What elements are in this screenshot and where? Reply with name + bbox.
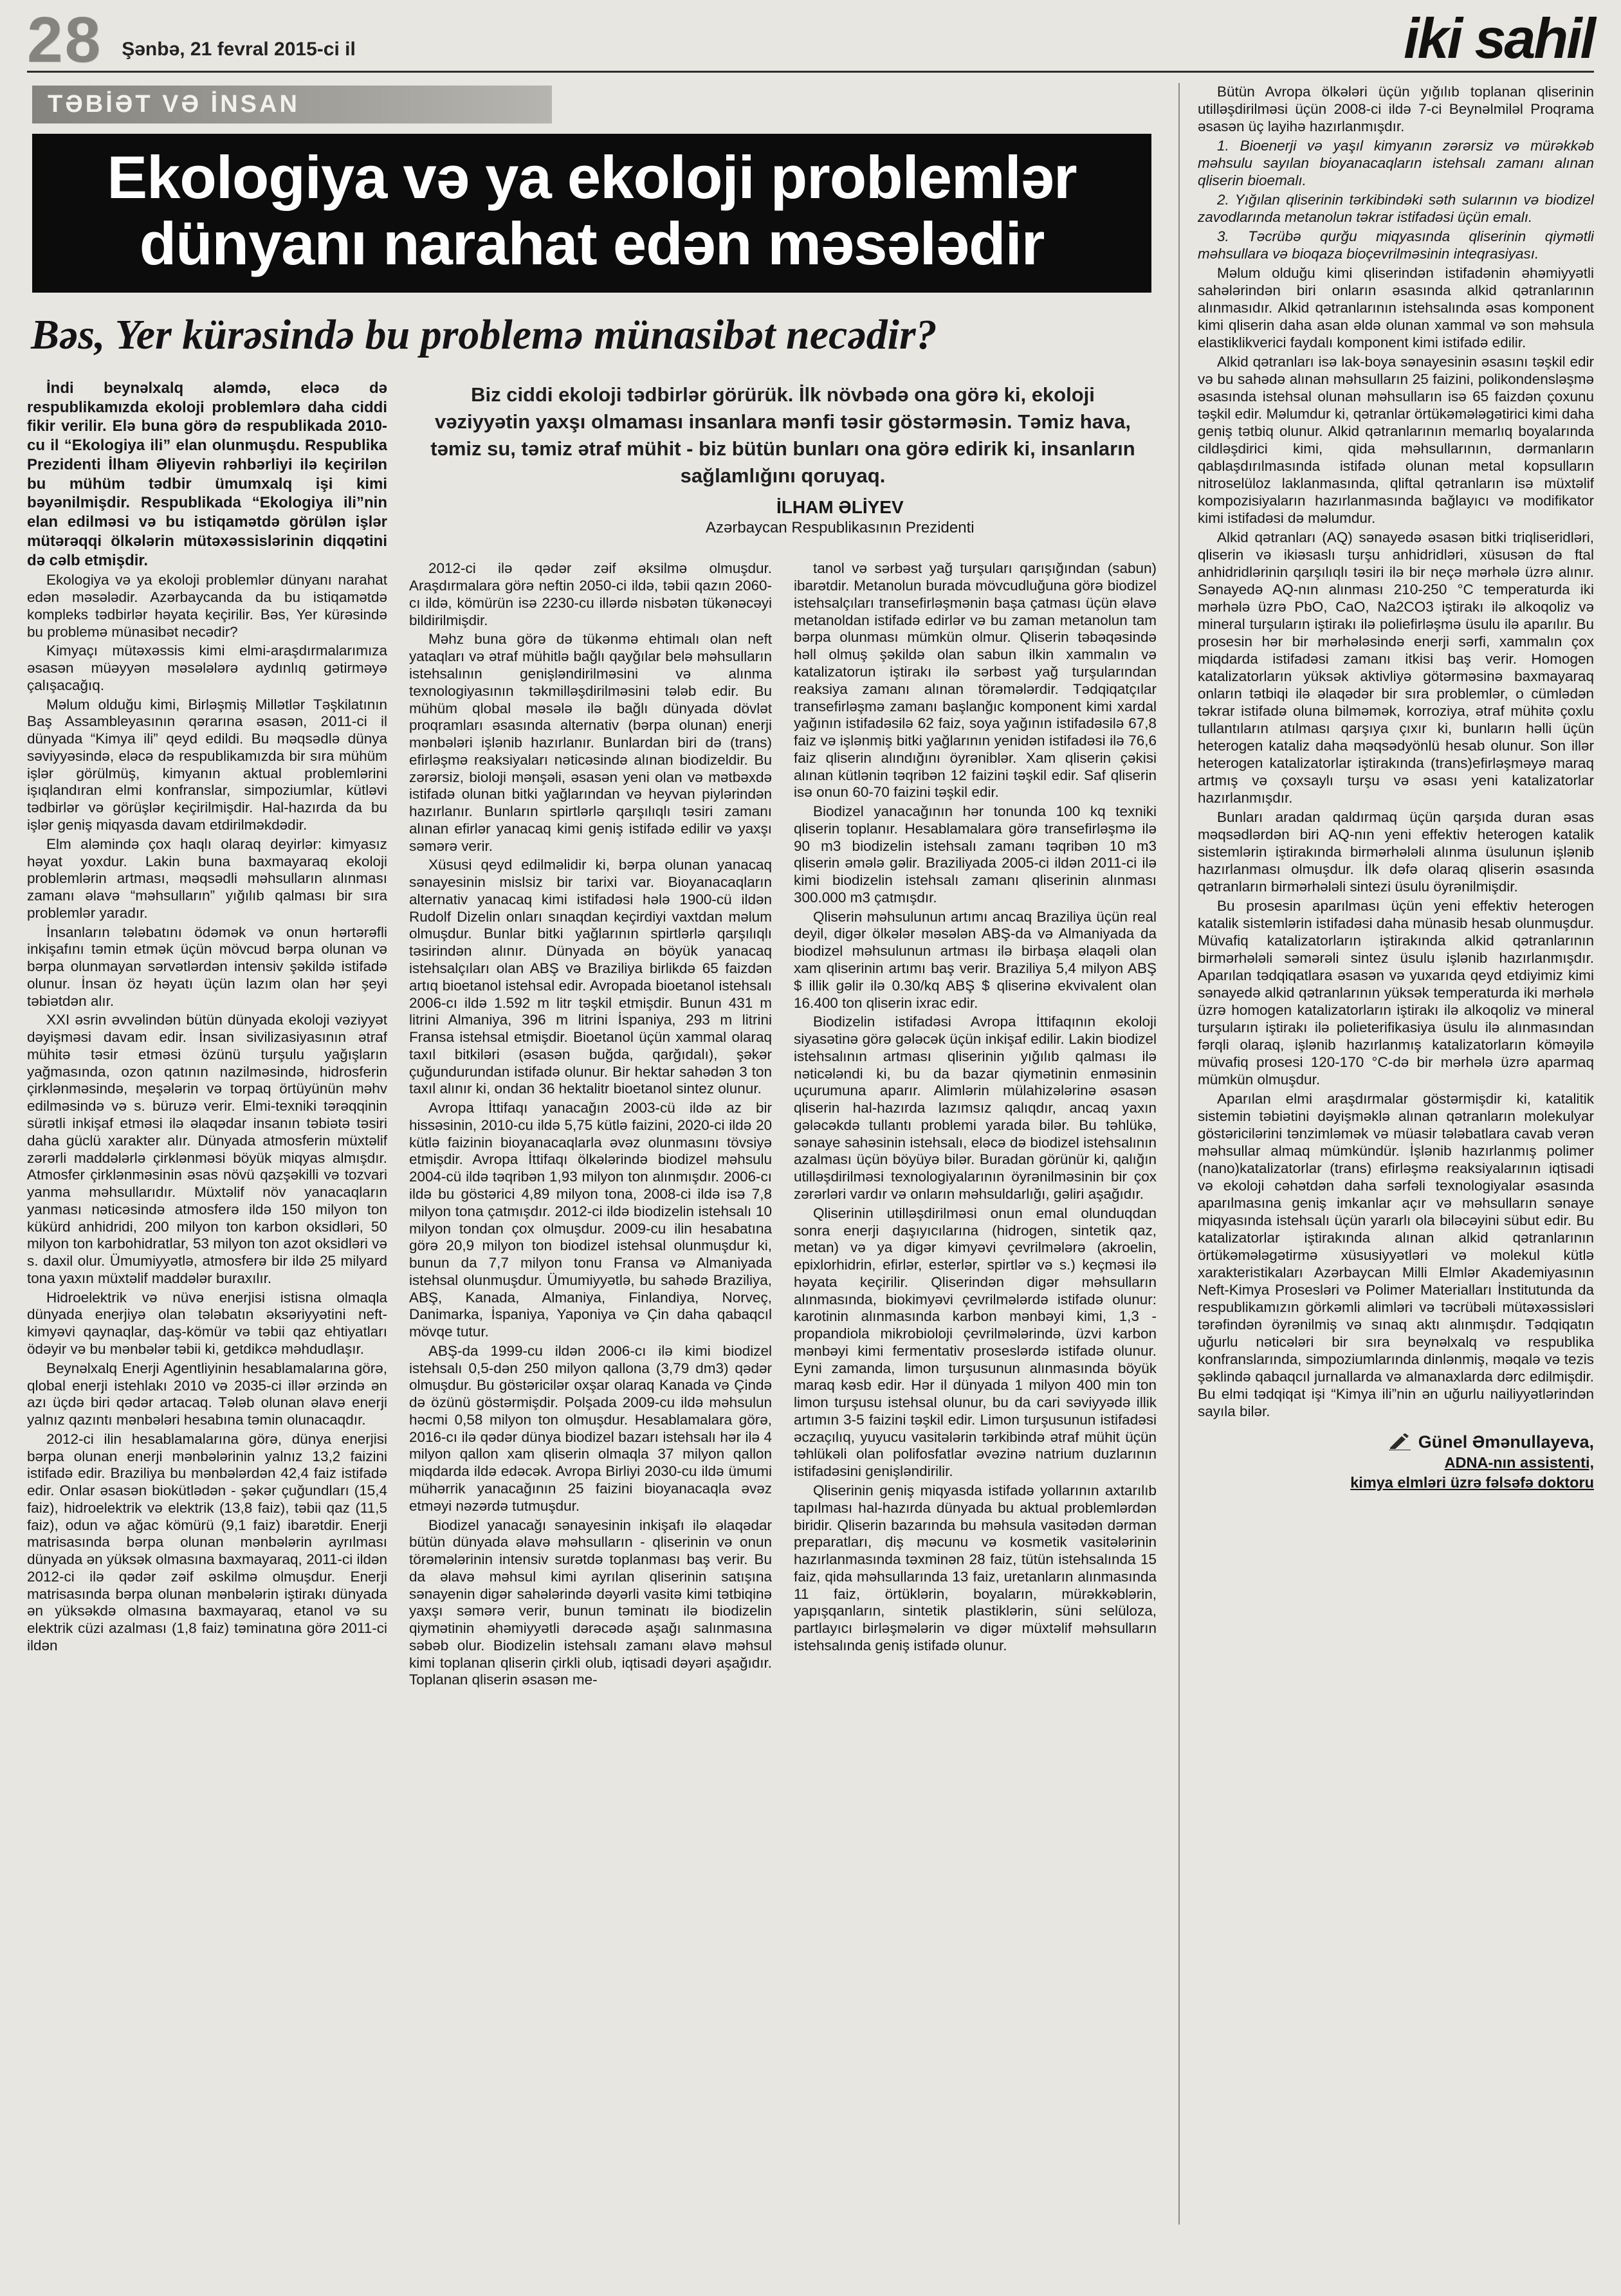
paragraph: 3. Təcrübə qurğu miqyasında qliserinin qiymətli məhsullara və bioqaza bioçevrilməsinin inteqrasiyası. [1198,228,1594,262]
page-date: Şənbə, 21 fevral 2015-ci il [122,39,356,60]
lead-paragraph: İndi beynəlxalq aləmdə, eləcə də respublikamızda ekoloji problemlərə daha ciddi fikir verilir. Elə buna görə də respublikada 2010-cu il “Ekologiya ili” elan olunmuşdu. Respublika Prezidenti İlham Əliyevin rəhbərliyi ilə keçirilən bu mühüm tədbir ümumxalq işi kimi bəyənilmişdir. Respublikada “Ekologiya ili”nin elan edilməsi və bu istiqamətdə görülən işlər mütərəqqi ölkələrin mütəxəssislərinin diqqətini də cəlb etmişdir. [27,379,387,569]
column-1-body [27,572,387,1654]
paragraph: Avropa İttifaqı yanacağın 2003-cü ildə az bir hissəsinin, 2010-cu ildə 5,75 kütlə faizini, 2020-ci ildə 20 kütlə faizinin bioyanacaqlarla əvəz olunmasını tövsiyə etmişdir. Avropa İttifaqı ölkələrində biodizel məhsulu 2004-cü ildə təqribən 1,93 milyon ton alınmışdır. 2006-cı ildə bu göstərici 4,89 milyon tona, 2008-ci ildə isə 7,8 milyon tona çatmışdır. 2012-ci ildə biodizelin istehsalı 10 milyon tondan çox olmuşdur. 2009-cu ilin hesabatına görə 20,9 milyon ton biodizel istehsal olunmuşdur ki, bunun da 7,7 milyon tonu Fransa və Almaniyada istehsal olunmuşdur. Ümumiyyətlə, bu sahədə Braziliya, ABŞ, Kanada, Almaniya, Finlandiya, Norveç, Danimarka, İspaniya, Yaponiya və Çin daha qabaqcıl mövqe tutur. [409,1100,772,1340]
article-columns [27,379,1157,1691]
author-title-2: kimya elmləri üzrə fəlsəfə doktoru [1350,1473,1594,1491]
paragraph: Biodizel yanacağı sənayesinin inkişafı ilə əlaqədar bütün dünyada əlavə məhsulların - qliserinin və onun törəmələrinin intensiv surətdə toplanması baş verir. Bu da əlavə məhsul kimi ayrılan qliserinin satışına sənayenin digər sahələrində dəyərli vasitə kimi tətbiqinə yaxşı səmərə verir, bunun təminatı ilə biodizelin qiymətinin əhəmiyyətli dərəcədə aşağı salınmasına səbəb olur. Biodizelin istehsalı zamanı əlavə məhsul kimi toplanan qliserin çirkli olub, iqtisadi dəyəri aşağıdır. Toplanan qliserin əsasən me- [409,1517,772,1688]
pen-icon [1389,1434,1411,1450]
article-columns-right [409,379,1157,1691]
paragraph: 2. Yığılan qliserinin tərkibindəki səth sularının və biodizel zavodlarında metanolun təkrar istifadəsi üçün emalı. [1198,192,1594,225]
paragraph: Qliserin məhsulunun artımı ancaq Braziliya üçün real deyil, digər ölkələr məsələn ABŞ-da və Almaniyada da biodizel məhsulunun artması ilə birbaşa əlaqəli olan xam qliserinin artımı baş verir. Braziliya 5,4 milyon ABŞ $ illik gəlir ilə 0.30/kq ABŞ $ qliserinə ekvivalent olan 16.400 ton qliserin ixrac edir. [794,908,1157,1011]
headline-line-2: dünyanı narahat edən məsələdir [139,210,1045,278]
paragraph: Alkid qətranları (AQ) sənayedə əsasən bitki triqliseridləri, qliserin və ikiəsaslı turşu anhidridləri, xüsusən də ftal anhidridlərinin qarşılıqlı təsiri ilə bir neçə mərhələ üzrə alınır. Sənayedə AQ-nın alınması 210-250 °C temperaturda iki mərhələ üzrə PbO, CaO, Na2CO3 iştirakı ilə alkoqoliz və mineral turşuların iştirakı ilə poliefirləşmə üsulu ilə aparılır. Bu prosesin hər bir mərhələsində enerji sərfi, xammalın çox miqdarda istifadəsi zamanı itkisi baş verir. Homogen katalizatorların yüksək aktivliyə götərməsinə baxmayaraq onların tətbiqi ilə əlaqədər bir sıra problemlər, o cümlədən təkrar istifadə oluna bilməmək, korroziya, ətraf mühitə çoxlu tullantıların atılması qarşıya çıxır ki, bunların həlli üçün heterogen kataliz daha məqsədyönlü hesab olunur. Son illər heterogen katalizatorlar iştirakında (trans)efirləşməyə maraq artmış və çoxsaylı turşu və əsası yeni katalizatorlar hazırlanmışdır. [1198,529,1594,806]
page-content [27,83,1594,2225]
subheadline: Bəs, Yer kürəsində bu problemə münasibət necədir? [31,311,937,358]
sidebar-numbered-list [1198,137,1594,262]
paragraph: Aparılan elmi araşdırmalar göstərmişdir ki, katalitik sistemin təbiətini dəyişməklə alınan qətranların molekulyar göstəricilərini tənzimləmək və müasir tələbatlara cavab verən məhsullar almaq mümkündür. İşlənib hazırlanmış polimer (nano)katalizatorlar (trans) efirləşmə reaksiyalarının iqtisadi və ekoloji cəhətdən daha sərfəli texnologiyalar əsasında aparılmasına geniş imkanlar açır və məhsulların sənaye miqyasında istehsalı üçün yararlı ola biləcəyini sübut edir. Bu katalizatorlar iştirakında alınan alkid qətranlarının örtükəmələgətirmə xüsusiyyətləri və molekul kütlə xarakteristikaları Azərbaycan Milli Elmlər Akademiyasının Neft-Kimya Prosesləri və Polimer Materialları İnstitutunda da respublikamızın görkəmli alimləri və təcrübəli mütəxəssisləri tərəfindən öyrənilmiş və sınaq aktı alınmışdır. Tədqiqatın uğurlu nəticələri bir sıra beynəlxalq və respublika konfranslarında, simpoziumlarında dinlənmiş, məqalə və tezis şəklində qabaqcıl jurnallarda və almanaxlarda dərc edilmişdir. Bu elmi tədqiqat işi “Kimya ili”nin ən uğurlu nailiyyətlərindən sayıla bilər. [1198,1091,1594,1419]
author-name: Günel Əmənullayeva, [1418,1432,1594,1452]
sidebar-body [1198,264,1594,1420]
paragraph: Qliserinin geniş miqyasda istifadə yollarının axtarılıb tapılması hal-hazırda dünyada bu aktual problemlərdən biridir. Qliserin bazarında bu məhsula vasitədən dərman preparatları, diş məcunu və kosmetik vasitələrinin hazırlanmasında təxminən 28 faiz, tütün istehsalında 15 faiz, qida məhsullarında 13 faiz, uretanların alınmasında 11 faiz, örtüklərin, boyaların, mürəkkəblərin, yapışqanların, sintetik plastiklərin, süni selüloza, partlayıcı birləşmələrin və digər müxtəlif məhsulların istehsalında geniş istifadə olunur. [794,1482,1157,1654]
quote-author-title: Azərbaycan Respublikasının Prezidenti [706,519,975,537]
quote-text: Biz ciddi ekoloji tədbirlər görürük. İlk növbədə ona görə ki, ekoloji vəziyyətin yaxşı olmaması insanlara mənfi təsir göstərməsin. Təmiz hava, təmiz su, təmiz ətraf mühit - biz bütün bunları ona görə edirik ki, insanların sağlamlığını qoruyaq. [430,383,1135,487]
paragraph: 2012-ci ilin hesablamalarına görə, dünya enerjisi bərpa olunan enerji mənbələrinin yalnız 13,2 faizini istifadə edir. Braziliya bu mənbələrdən 42,4 faiz istifadə edir. Onlar əsasən biokütlədən - şəkər çuğundları (15,4 faiz), hidroelektrik və elektrik (13,8 faiz), təbii qaz (11,5 faiz), odun və ağac kömürü (9,1 faiz) ibarətdir. Enerji matrisasında bərpa olunan mənbələrin ayrılması dünyada ən yüksək olmasına baxmayaraq, 2011-ci ildən 2012-ci ilə qədər zəif əskilmə olmuşdur. Enerji matrisasında bərpa olunan mənbələrin iştirakı dünyada ən yüksəkdə olmasına baxmayaraq, etanol və su elektrik cüzi azalması (1,8 faiz) təminatına görə 2011-ci ildən [27,1430,387,1654]
paragraph: Bunları aradan qaldırmaq üçün qarşıda duran əsas məqsədlərdən biri AQ-nın yeni effektiv heterogen katalik sistemlərin iştirakında birmərhələli alınma üsulunun işlənib hazırlanması olmuşdur. İlk dəfə olaraq qliserin əsasında qətranların birmərhələli sintezi üsulu öyrənilmişdir. [1198,809,1594,895]
paragraph: İnsanların tələbatını ödəmək və onun hərtərəfli inkişafını təmin etmək üçün mövcud bərpa olunan və bərpa olunmayan sərvətlərdən intensiv şəkildə istifadə olunur. İnsan öz həyatı üçün lazım olan hər şeyi təbiətdən alır. [27,924,387,1009]
paragraph: Qliserinin utilləşdirilməsi onun emal olunduqdan sonra enerji daşıyıcılarına (hidrogen, sintetik qaz, metan) və ya digər kimyəvi çevrilmələrə (akroelin, epixlorhidrin, efirlər, esterlər, spirtlər və s.) keçməsi ilə həyata keçirilir. Qliserindən digər məhsulların alınmasında, biokimyəvi çevrilmələrdə istifadə olunur: karotinin alınmasında karbon mənbəyi kimi, 1,3 - propandiola mikrobioloji çevrilmələrində, üzvi karbon mənbəyi kimi fermentativ proseslərdə istifadə olunur. Eyni zamanda, limon turşusunun alınmasında böyük maraq kəsb edir. Hər il dünyada 1 milyon 400 min ton limon turşusu istehsal olunur, bu da cari səviyyədə illik artımın 3-5 faizini təşkil edir. Limon turşusunun istifadəsi əczaçılıq, yuyucu vasitələrin tərkibində ətraf mühit üçün təhlükəli olan polifosfatlar əvəzinə natrium duzlarının istifadəsini genişləndirilir. [794,1205,1157,1480]
paragraph: ABŞ-da 1999-cu ildən 2006-cı ilə kimi biodizel istehsalı 0,5-dən 250 milyon qallona (3,79 dm3) qədər olmuşdur. Bu göstəricilər oxşar olaraq Kanada və Çində də özünü göstərmişdir. Polşada 2009-cu ildə məhsulun həcmi 0,58 milyon ton olmuşdur. Hesablamalara görə, 2016-cı ilə qədər dünya biodizel bazarı istehsalı hər ilə 4 milyon qallon xam qliserin olmaqla 37 milyon qallon miqdarda ildə edəcək. Avropa Birliyi 2030-cu ildə ümumi mühərrik yanacağının 25 faizini bioyanacaqla əvəz etməyi nəzərdə tutmuşdur. [409,1342,772,1514]
section-label: TƏBİƏT VƏ İNSAN [32,86,552,123]
quote-block [409,379,1157,543]
article-column-3 [794,560,1157,1656]
headline-block [32,134,1151,293]
paragraph: Məlum olduğu kimi qliserindən istifadənin əhəmiyyətli sahələrindən biri onların əsasında alkid qətranlarının alınmasıdır. Alkid qətranlarının istehsalında əsas komponent kimi qliserin daha asan əldə olunan xammal və son məhsula elastiklikverici faydalı komponent kimi istifadə edilir. [1198,265,1594,351]
author-signature [1198,1432,1594,1491]
paragraph: tanol və sərbəst yağ turşuları qarışığından (sabun) ibarətdir. Metanolun burada mövcudluğuna görə biodizel istehsalçıları transefirləşmənin başa çatması üçün əlavə metanoldan istifadə edirlər və bu zaman metanolun tam bərpa olunması mümkün olmur. Qliserin təbəqəsində həll olmuş şəkildə olan sabun ilkin xammalın və katalizatorun iştirakı ilə sərbəst yağ turşularından reaksiya zamanı alınan törəmələrdir. Tədqiqatçılar transefirləşmə zamanı başlanğıc komponent kimi xardal yağının istifadəsilə 62 faiz, soya yağının istifadəsilə 67,8 faiz və işlənmiş bitki yağlarının yenidən istifadəsi ilə 76,6 faiz qliserin alındığını öyrəniblər. Xam qliserin çəkisi alınan kütlənin təqribən 12 faizini təşkil edir. Saf qliserin isə onun 60-70 faizini təşkil edir. [794,560,1157,801]
paragraph: Kimyaçı mütəxəssis kimi elmi-araşdırmalarımıza əsasən müəyyən məsələlərə aydınlıq gətirməyə çalışacağıq. [27,642,387,693]
article-column-2 [409,560,772,1691]
paragraph: XXI əsrin əvvəlindən bütün dünyada ekoloji vəziyyət dəyişməsi davam edir. İnsan sivilizasiyasının ətraf mühitə təsir etməsi özünü turşulu yağışların yağmasında, ozon qatının nazilməsində, hidrosferin çirklənməsində, meşələrin və torpaq örtüyünün məhv edilməsində və s. büruzə verir. Elmi-texniki tərəqqinin sürətli inkişaf etməsi ilə əlaqədar insanın təbiətə təsiri daha güclü xarakter alır. Dünyada atmosferin müxtəlif zərərli maddələrlə çirklənməsi böyük miqyas almışdır. Atmosfer çirklənməsinin əsas növü qazşəkilli və tozvari yanma məhsullarıdır. Müxtəlif növ yanacaqların yanması nəticəsində atmosferə ildə 150 milyon ton kükürd anhidridi, 200 milyon ton karbon oksidləri, 50 milyon ton karbohidratlar, 53 milyon ton azot oksidləri və s. daxil olur. Ümumiyyətlə, atmosferə bir ildə 25 milyard tona yaxın müxtəlif maddələr buraxılır. [27,1012,387,1286]
paragraph: Məlum olduğu kimi, Birləşmiş Millətlər Təşkilatının Baş Assambleyasının qərarına əsasən, 2011-ci il dünyada “Kimya ili” qeyd edildi. Bu məqsədlə dünya səviyyəsində, eləcə də respublikamızda bir sıra mühüm işlər görülmüş, kimyanın aktual problemlərini işıqlandıran elmi konfranslar, simpoziumlar, kütləvi tədbirlər və görüşlər keçirilmişdir. Hal-hazırda da bu işlər geniş miqyasda davam etdirilməkdədir. [27,696,387,833]
paragraph: Xüsusi qeyd edilməlidir ki, bərpa olunan yanacaq sənayesinin mislsiz bir tarixi var. Bioyanacaqların alternativ yanacaq kimi istifadəsi hələ 1900-cü ildən Rudolf Dizelin onları sınaqdan keçirdiyi vaxtdan məlum olmuşdur. Bunlar bitki yağlarının spirtlərlə qarşılıqlı təsirindən alınır. Dünyada ən böyük yanacaq istehsalçıları olan ABŞ və Braziliya birlikdə 65 faizdən artıq bioetanol istehsal edir. Avropada bioetanol istehsalı 2006-cı ildə 1.592 m litr təşkil etmişdir. Bunun 431 m litrini Almaniya, 396 m litrini İspaniya, 293 m litrini Fransa istehsal etmişdir. Bioetanol üçün xammal olaraq taxıl bitkiləri (əsasən buğda, qarğıdalı), şəkər çuğundurundan istifadə olunur. Bir hektar sahədən 3 ton taxıl alınır ki, ondan 36 hektalitr bioetanol sintez olunur. [409,857,772,1097]
main-article [27,83,1157,2225]
paragraph: 1. Bioenerji və yaşıl kimyanın zərərsiz və mürəkkəb məhsulu sayılan bioyanacaqların istehsalı zamanı alınan qliserin bioemalı. [1198,138,1594,188]
masthead-logo: iki sahil [1404,6,1594,71]
paragraph: Biodizel yanacağının hər tonunda 100 kq texniki qliserin toplanır. Hesablamalara görə transefirləşmə ilə 90 m3 biodizelin istehsalı zamanı təqribən 10 m3 qliserin əmələ gəlir. Braziliyada 2005-ci ildən 2011-ci ilə kimi biodizelin istehsalı zamanı qliserinin alınması 300.000 m3 çatmışdır. [794,803,1157,906]
author-title-1: ADNA-nın assistenti, [1444,1454,1594,1471]
page-number: 28 [27,4,103,76]
paragraph: Ekologiya və ya ekoloji problemlər dünyanı narahat edən məsələdir. Azərbaycanda da bu istiqamətdə kompleks tədbirlər həyata keçirilir. Bəs, Yer kürəsində bu problemə münasibət necədir? [27,572,387,640]
paragraph: Hidroelektrik və nüvə enerjisi istisna olmaqla dünyada enerjiyə olan tələbatın əksəriyyətini neft-kimyəvi qaynaqlar, daş-kömür və təbii qaz ehtiyatları ödəyir və bu mənbələr təbii ki, getdikcə məhdudlaşır. [27,1289,387,1357]
sidebar-intro: Bütün Avropa ölkələri üçün yığılıb toplanan qliserinin utilləşdirilməsi üçün 2008-ci ildə 7-ci Beynəlmiləl Proqrama əsasən üç layihə hazırlanmışdır. [1198,84,1594,134]
paragraph: Alkid qətranları isə lak-boya sənayesinin əsasını təşkil edir və bu sahədə alınan məhsulların 25 faizini, polikondensləşmə əsasında istehsal olunan məhsulların isə 65 faizdən çoxunu təşkil edir. Məlumdur ki, qətranlar örtükəmələgətirici kimi daha geniş tətbiq olunur. Alkid qətranlarının memarlıq boyalarında cildləşdirici kimi, qida məhsullarının, dərmanların qablaşdırılmasında istifadə olunan metal kopsulların nitroselüloz laklanmasında, qliftal qətranların isə müxtəlif kompozisiyaların hazırlanmasında bağlayıcı və modifikator kimi istifadəsi də məlumdur. [1198,354,1594,526]
paragraph: Elm aləmində çox haqlı olaraq deyirlər: kimyasız həyat yoxdur. Lakin buna baxmayaraq ekoloji problemlərin artması, məqsədli məhsulların alınması zamanı əlavə “məhsulların” yığılıb qalması bir sıra problemlər yaradır. [27,835,387,921]
paragraph: Məhz buna görə də tükənmə ehtimalı olan neft yataqları və ətraf mühitlə bağlı qayğılar belə məhsulların istehsalının genişləndirilməsini və alınma texnologiyasının təkmilləşdirilməsini tələb edir. Bu mühüm qlobal məsələ ilə bağlı dünyada dövlət proqramları əsasında alternativ (bərpa olunan) enerji mənbələri işlənib hazırlanır. Bunlardan biri də (trans) efirləşmə reaksiyaları nəticəsində alınan biodizeldir. Bu zərərsiz, bioloji mənşəli, əsasən yeni olan və mətbəxdə istifadə olunan bitki yağlarından və heyvan piylərindən hazırlanır. Bunların spirtlərlə qarşılıqlı təsiri zamanı alınan efirlər yanacaq kimi geniş istifadə edilir və yaxşı səmərə verir. [409,631,772,854]
paragraph: Beynəlxalq Enerji Agentliyinin hesablamalarına görə, qlobal enerji istehlakı 2010 və 2035-ci illər ərzində ən azı üçdə biri qədər artacaq. Tələb olunan əlavə enerji yalnız qazıntı mənbələri hesabına təmin olunacaqdır. [27,1360,387,1428]
article-column-1 [27,379,387,1657]
headline-line-1: Ekologiya və ya ekoloji problemlər [107,143,1077,211]
quote-attribution [426,497,1140,537]
sidebar-article [1178,83,1594,2225]
page-header [27,4,1594,76]
quote-author: İLHAM ƏLİYEV [776,497,904,518]
paragraph: 2012-ci ilə qədər zəif əksilmə olmuşdur. Araşdırmalara görə neftin 2050-ci ildə, təbii qazın 2060-cı ildə, kömürün isə 2230-cu illərdə nisbətən tükənəcəyi bildirilmişdir. [409,560,772,628]
paragraph: Bu prosesin aparılması üçün yeni effektiv heterogen katalik sistemlərin istifadəsi daha münasib hesab olunmuşdur. Müvafiq katalizatorların iştirakında alkid qətranlarının birmərhələli səmərəli sintez üsulu işlənib hazırlanmışdır. Aparılan tədqiqatlara əsasən və yuxarıda qeyd etdiyimiz kimi sənayedə alkid qətranlarının yüksək temperaturda iki mərhələ üzrə homogen katalizatorların iştirakı ilə alkoqoliz və mineral turşuların iştirakı ilə polieterifikasiya üsulu ilə alınmasından fərqli olaraq, işlənib hazırlanmış katalizatorların köməyilə müvafiq prosesi 120-170 °C-də bir mərhələ üzrə aparmaq mümkün olmuşdur. [1198,898,1594,1088]
article-columns-2-3 [409,560,1157,1691]
paragraph: Biodizelin istifadəsi Avropa İttifaqının ekoloji siyasətinə görə gələcək üçün inkişaf edilir. Lakin biodizel istehsalının artması qliserinin yığılıb qalması ilə nəticələndi ki, bu da bazar qiymətinin enməsinin uçurumuna aparır. Alimlərin mülahizələrinə əsasən qliserin hal-hazırda lazımsız qalıqdır, ancaq yaxın gələcəkdə tullantı problemi yarada bilər. Bu təhlükə, sənaye sahəsinin istehsalı, eləcə də biodizel istehsalının azalması üçün böyüyə bilər. Buradan görünür ki, qalığın utilləşdirilməsi texnologiyalarının öyrənilməsinin bir çox zərərləri vardır və onların məhsuldarlığı, gəliri aşağıdır. [794,1014,1157,1202]
